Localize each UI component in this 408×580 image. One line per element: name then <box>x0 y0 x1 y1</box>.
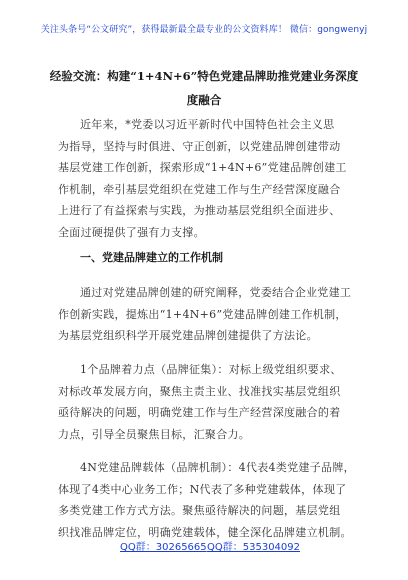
section-heading: 一、党建品牌建立的工作机制 <box>80 251 223 264</box>
qq-group-link-1[interactable]: QQ群：30265665 <box>120 542 207 553</box>
document-title <box>40 64 368 112</box>
text-line: 织找准品牌定位，明确党建载体，健全深化品牌建立机制。 <box>58 525 352 539</box>
text-line: 基层党建工作创新，探索形成“1+4N+6”党建品牌创建工 <box>58 161 347 174</box>
title-line-1: 经验交流：构建“1+4N+6”特色党建品牌助推党建业务深度 <box>49 69 359 83</box>
text-line: 作创新实践，提炼出“1+4N+6”党建品牌创建工作机制， <box>58 307 347 321</box>
text-line: 作机制，牵引基层党组织在党建工作与生产经营深度融合 <box>58 182 341 196</box>
text-line: 力点，引导全员聚焦目标，汇聚合力。 <box>58 427 251 441</box>
paragraph-intro <box>58 114 376 243</box>
title-line-2: 度融合 <box>186 93 222 107</box>
text-line: 为基层党组织科学开展党建品牌创建提供了方法论。 <box>58 329 318 342</box>
text-line: 亟待解决的问题，明确党建工作与生产经营深度融合的着 <box>58 406 341 419</box>
text-line: 为指导，坚持与时俱进、守正创新，以党建品牌创建带动 <box>58 139 341 153</box>
text-line: 全面过硬提供了强有力支撑。 <box>58 225 205 239</box>
paragraph-brand-focus <box>58 359 376 445</box>
text-line: 对标改革发展方向，聚焦主责主业、找准找实基层党组织 <box>58 384 341 398</box>
text-line: 通过对党建品牌创建的研究阐释，党委结合企业党建工 <box>80 286 352 299</box>
text-line: 近年来，*党委以习近平新时代中国特色社会主义思 <box>80 118 335 131</box>
text-line: 4N党建品牌载体（品牌机制）：4代表4类党建子品牌， <box>80 461 355 474</box>
footer-contact <box>0 538 408 552</box>
promo-banner: 关注头条号“公文研究”，获得最新最全最专业的公文资料库！ 微信：gongwenyj <box>40 25 368 35</box>
text-line: 1个品牌着力点（品牌征集）：对标上级党组织要求、 <box>80 363 342 376</box>
text-line: 多类党建工作方式方法。聚焦亟待解决的问题，基层党组 <box>58 504 341 517</box>
qq-group-link-2[interactable]: QQ群：535304092 <box>207 542 301 553</box>
paragraph-method <box>58 282 376 347</box>
text-line: 体现了4类中心业务工作；N代表了多种党建载体，体现了 <box>58 482 347 496</box>
text-line: 上进行了有益探索与实践，为推动基层党组织全面进步、 <box>58 204 341 217</box>
paragraph-brand-carrier <box>58 457 376 543</box>
